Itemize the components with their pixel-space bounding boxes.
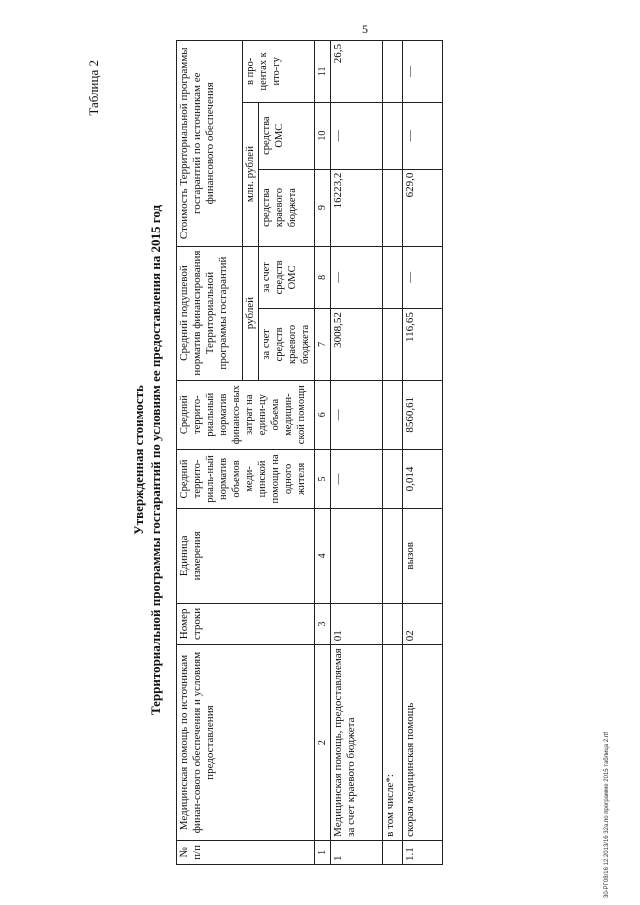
row-unit <box>331 509 383 603</box>
header-per-capita-unit: рублей <box>243 246 259 380</box>
header-oms-per-capita: за счет средств ОМС <box>259 246 315 309</box>
row-line: 01 <box>331 603 383 645</box>
table-row <box>383 41 403 865</box>
column-number: 10 <box>315 102 331 169</box>
row-number <box>383 840 403 864</box>
row-name: в том числе*: <box>383 645 403 841</box>
row-regional-cost: 16223,2 <box>331 169 383 246</box>
footer-filename: 30-РГ08/16 12.2013/16 32а.по программе 2015 таблица 2.rtf <box>604 731 610 898</box>
title-line-1: Утвержденная стоимость <box>131 385 146 535</box>
header-program-cost-group: Стоимость Территориальной программы госгарантий по источникам ее финансового обеспечения <box>177 41 243 247</box>
column-number: 1 <box>315 840 331 864</box>
header-line-number: Номер строки <box>177 603 315 645</box>
header-percent: в про-центах к ито-гу <box>243 41 315 103</box>
column-number: 8 <box>315 246 331 309</box>
table-row <box>331 41 383 865</box>
title-line-2: Территориальной программы госгарантий по условиям ее предоставления на 2015 год <box>148 204 163 716</box>
header-per-capita-group: Средний подушевой норматив финансирования Территориальной программы госгарантий <box>177 246 243 380</box>
row-number: 1.1 <box>403 840 443 864</box>
row-cost-norm: 8560,61 <box>403 380 443 449</box>
row-volume-norm: 0,014 <box>403 449 443 508</box>
page-number: 5 <box>362 22 368 36</box>
column-number: 6 <box>315 380 331 449</box>
column-number: 4 <box>315 509 331 603</box>
header-number: № п/п <box>177 840 315 864</box>
row-regional-per-capita: 3008,52 <box>331 309 383 380</box>
row-cost-norm: — <box>331 380 383 449</box>
row-regional-cost: 629,0 <box>403 169 443 246</box>
row-number: 1 <box>331 840 383 864</box>
row-regional-per-capita: 116,65 <box>403 309 443 380</box>
column-number: 7 <box>315 309 331 380</box>
header-unit: Единица измерения <box>177 509 315 603</box>
row-percent: 26,5 <box>331 41 383 103</box>
row-oms-cost: — <box>403 102 443 169</box>
column-number: 5 <box>315 449 331 508</box>
header-cost-unit: млн. рублей <box>243 102 259 246</box>
row-unit: вызов <box>403 509 443 603</box>
header-oms-cost: средства ОМС <box>259 102 315 169</box>
header-cost-norm: Средний террито-риальный норматив финансо-вых затрат на едини-цу объема медицин-ской помощи <box>177 380 315 449</box>
table-row <box>403 41 443 865</box>
column-number: 3 <box>315 603 331 645</box>
column-number: 11 <box>315 41 331 103</box>
cost-table <box>176 40 443 865</box>
row-line: 02 <box>403 603 443 645</box>
row-percent: — <box>403 41 443 103</box>
row-name: скорая медицинская помощь <box>403 645 443 841</box>
header-volume-norm: Средний террито-риаль-ный норматив объемов меди-цинской помощи на одного жителя <box>177 449 315 508</box>
table-label: Таблица 2 <box>86 60 101 116</box>
row-name: Медицинская помощь, предоставляемая за счет краевого бюджета <box>331 645 383 841</box>
header-regional-budget-per-capita: за счет средств краевого бюджета <box>259 309 315 380</box>
row-volume-norm: — <box>331 449 383 508</box>
row-oms-cost: — <box>331 102 383 169</box>
column-number: 2 <box>315 645 331 841</box>
rotated-sheet <box>70 40 490 880</box>
row-oms-per-capita: — <box>403 246 443 309</box>
column-number: 9 <box>315 169 331 246</box>
header-care-type: Медицинская помощь по источникам финан-сового обеспечения и условиям предоставления <box>177 645 315 841</box>
header-regional-budget-cost: средства краевого бюджета <box>259 169 315 246</box>
page-title <box>130 40 164 880</box>
row-oms-per-capita: — <box>331 246 383 309</box>
